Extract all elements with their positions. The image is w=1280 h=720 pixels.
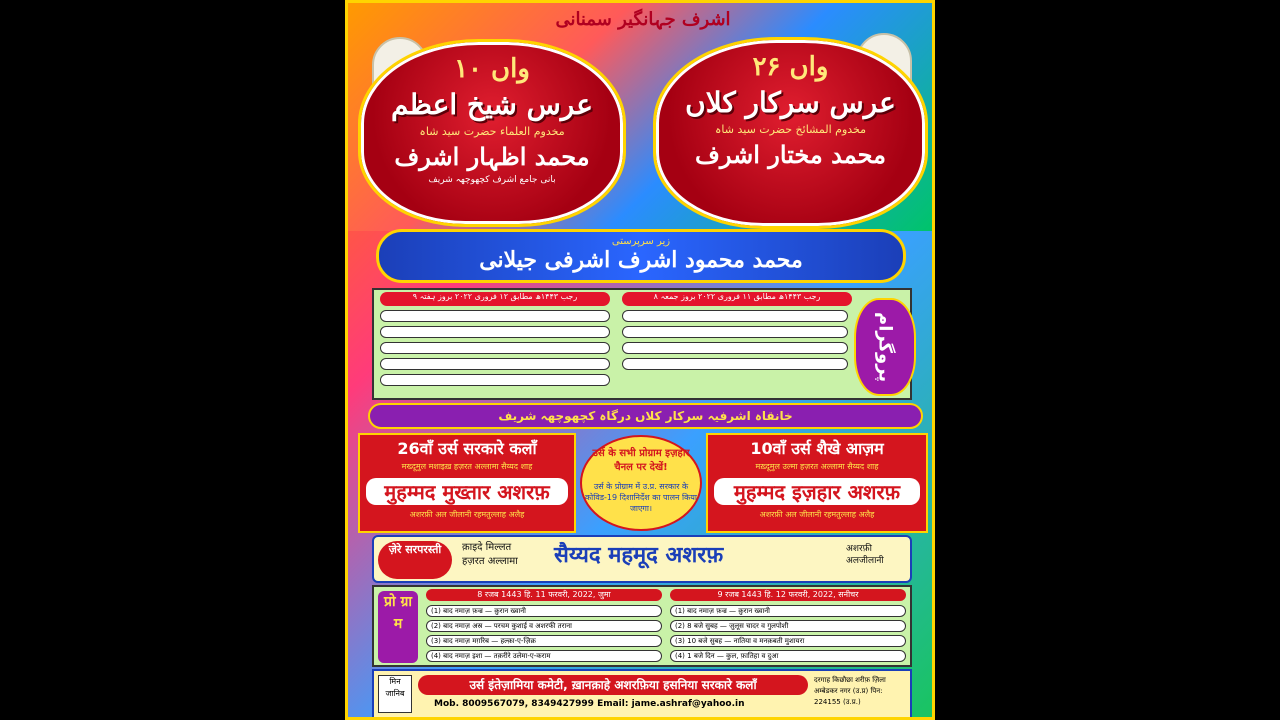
- panel-sub: मख्दूमुल मशाइख़ हज़रत अल्लामा सैय्यद शाह: [401, 462, 533, 471]
- contact-info: Mob. 8009567079, 8349427999 Email: jame.ashraf@yahoo.in: [434, 699, 745, 709]
- program-row: (2) 8 बजे सुबह — जुलूस चादर व गुलपोशी: [670, 620, 906, 632]
- poster-top-title: اشرف جہانگیر سمنانی: [555, 9, 731, 30]
- panel-heading: 10वाँ उर्स शैखे आज़म: [750, 439, 884, 458]
- program-row: [622, 310, 848, 322]
- patron-suffix-line: अशरफ़ी: [846, 544, 872, 554]
- badge-sub: مخدوم المشائخ حضرت سید شاہ: [714, 123, 867, 136]
- address: दरगाह किछौछा शरीफ़ ज़िला अम्बेडकर नगर (उ.प्र) पिन: 224155 (उ.प्र.): [814, 676, 886, 706]
- badge-person: محمد اظہار اشرف: [394, 142, 590, 171]
- badge-person: محمد مختار اشرف: [695, 140, 886, 169]
- program-row: [380, 374, 610, 386]
- notice-line2: उर्स के प्रोग्राम में उ.प्र. सरकार के कोविड-19 दिशानिर्देश का पालन किया जाएगा।: [585, 482, 697, 513]
- patron-title-line: क़ाइदे मिल्लत: [462, 542, 512, 553]
- date-right: ۸ رجب ۱۴۴۳ھ مطابق ۱۱ فروری ۲۰۲۲ بروز جمعہ: [622, 292, 852, 306]
- badge-sarkar-kalan: [653, 37, 928, 229]
- patron-title-line: हज़रत अल्लामा: [462, 556, 518, 567]
- badge-number: ۱۰ واں: [454, 54, 530, 84]
- program-row: (1) बाद नमाज़ फ़ज्र — क़ुरान ख्वानी: [426, 605, 662, 617]
- notice-line1: उर्स के सभी प्रोग्राम इज़हार चैनल पर देखें!: [592, 448, 690, 473]
- program-row: [622, 326, 848, 338]
- patron-banner-urdu: [376, 229, 906, 283]
- patron-tag: ज़ेरे सरपरस्ती: [378, 541, 452, 579]
- organizer-name: उर्स इंतेज़ामिया कमेटी, ख़ानक़ाहे अशरफ़िया हसनिया सरकारे कलाँ: [418, 675, 808, 695]
- badge-tail: بانی جامع اشرف کچھوچھہ شریف: [428, 175, 556, 185]
- date-left: ۹ رجب ۱۴۴۳ھ مطابق ۱۲ فروری ۲۰۲۲ بروز ہفتہ: [380, 292, 610, 306]
- program-schedule-urdu: [372, 288, 912, 400]
- patron-suffix: [846, 543, 884, 567]
- program-schedule-hindi: [372, 585, 912, 667]
- program-row: [622, 358, 848, 370]
- panel-sub: मख़्दूमुल उल्मा हज़रत अल्लामा सैय्यद शाह: [755, 462, 879, 471]
- patron-label: زیر سرپرستی: [611, 236, 671, 247]
- program-row: (3) बाद नमाज़ मग़रिब — हल्क़ा-ए-ज़िक्र: [426, 635, 662, 647]
- panel-name: मुहम्मद इज़हार अशरफ़: [714, 478, 920, 505]
- panel-foot: अशरफ़ी अल जीलानी रहमतुल्लाह अलैह: [759, 510, 875, 519]
- patron-banner-hindi: [372, 535, 912, 583]
- program-row: [380, 342, 610, 354]
- program-row: (4) 1 बजे दिन — कुल, फ़ातिहा व दुआ: [670, 650, 906, 662]
- panel-heading: 26वाँ उर्स सरकारे कलाँ: [397, 439, 537, 458]
- program-row: (2) बाद नमाज़ अस्र — परचम कुशाई व अशरफी तराना: [426, 620, 662, 632]
- badge-title: عرس شیخ اعظم: [391, 88, 593, 121]
- program-row: (3) 10 बजे सुबह — नातिया व मनक़बती मुशायरा: [670, 635, 906, 647]
- badge-sub: مخدوم العلماء حضرت سید شاہ: [419, 125, 565, 138]
- panel-name: मुहम्मद मुख्तार अशरफ़: [366, 478, 568, 505]
- date-right: 9 रजब 1443 हि. 12 फरवरी, 2022, सनीचर: [670, 589, 906, 601]
- badge-shaikh-azam: [358, 39, 626, 227]
- program-label: پروگرام: [854, 298, 916, 396]
- publisher-bar: خانقاہ اشرفیہ سرکار کلاں درگاہ کچھوچھہ شریف: [368, 403, 923, 429]
- program-row: (4) बाद नमाज़ इशा — तक़रीरे उलेमा-ए-कराम: [426, 650, 662, 662]
- program-row: [622, 342, 848, 354]
- program-row: [380, 326, 610, 338]
- program-tag: प्रो ग्रा म: [378, 591, 418, 663]
- program-row: (1) बाद नमाज़ फ़ज्र — क़ुरान ख्वानी: [670, 605, 906, 617]
- patron-title: [462, 541, 518, 569]
- hindi-panel-right: [706, 433, 928, 533]
- patron-name: محمد محمود اشرف اشرفی جیلانی: [479, 247, 803, 273]
- badge-number: ۲۶ واں: [752, 52, 829, 82]
- footer: [372, 669, 912, 719]
- badge-title: عرس سرکار کلاں: [685, 86, 896, 119]
- patron-name: सैय्यद महमूद अशरफ़: [554, 542, 724, 568]
- notice-panel: [580, 435, 702, 531]
- hindi-panel-left: [358, 433, 576, 533]
- event-poster: [345, 0, 935, 720]
- program-row: [380, 310, 610, 322]
- program-row: [380, 358, 610, 370]
- panel-foot: अशरफ़ी अल जीलानी रहमतुल्लाह अलैह: [409, 510, 525, 519]
- patron-suffix-line: अलजीलानी: [846, 556, 884, 566]
- date-left: 8 रजब 1443 हि. 11 फरवरी, 2022, जुमा: [426, 589, 662, 601]
- footer-label: मिन जानिब: [378, 675, 412, 713]
